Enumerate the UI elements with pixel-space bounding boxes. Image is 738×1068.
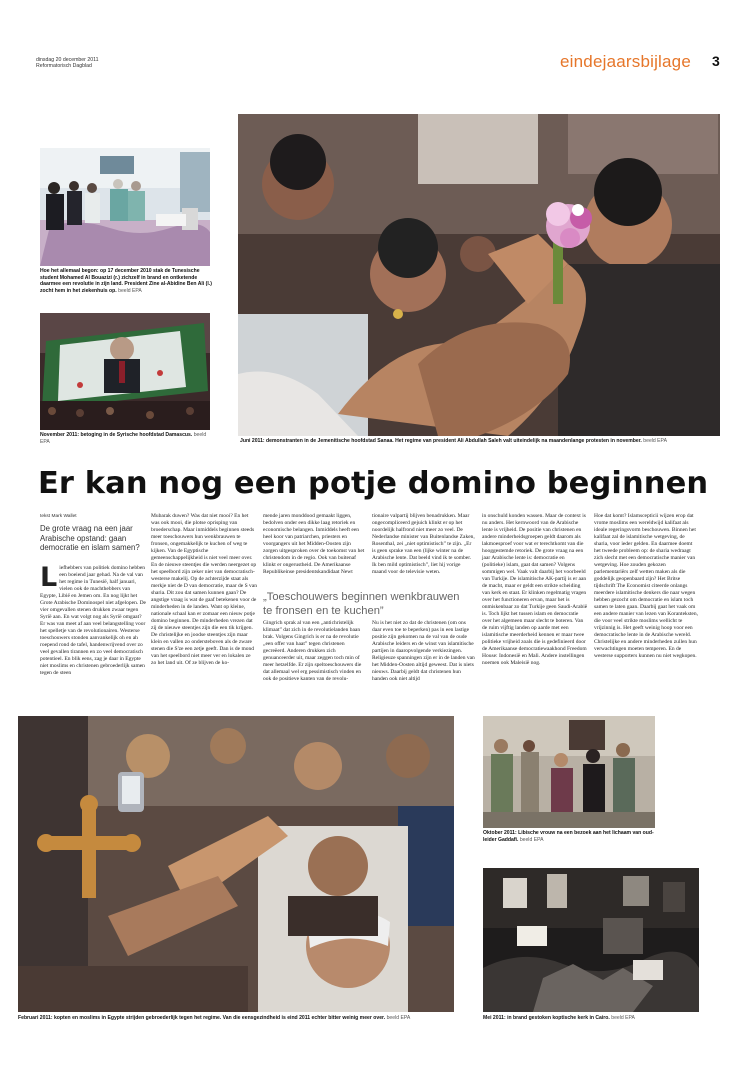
article-column-6: Hoe dat komt? Islamscepticii wijzen erop dat vrome moslims een wereldwijd kalifaat als ideale regeringsvorm beschouwen. Binnen het kalifaat zal de islamitische wetgeving, de sharia, voor ieder gelden. En daarmee doemt het tweede probleem op: de sharia wedraagt zich slecht met een democratische manier van wetgeving. Hoe zouden gekozen parlementariërs zelf wetten maken als die goddelijk geopenbaard zijn? Het Britse tijdschrift The Economist citeerde onlangs meerdere islamitische denkers die naar wegen hebben gezocht om democratie en islam toch samen te laten gaan. Daarbij gaat het vaak om een andere manier van lezen van Koranteksten, die voor veel strikte moslims wellicht te vrijzinnig is. Het geeft weinig hoop voor een democratische lente in de Arabische wereld. Christelijke en andere minderheden zullen hun verwachtingen moeten temperen. En de westerse supporters kunnen nu niet wegkopen. (594, 513, 698, 659)
issue-date: dinsdag 20 december 2011 Reformatorisch Dagblad (36, 57, 99, 70)
caption-hospital: Hoe het allemaal begon: op 17 december 2010 stak de Tunesische student Mohamed Al Bouazizi (r.) zichzelf in brand en ontketende daarmee een revolutie in zijn land. President Zine al-Abidine Ben Ali (l.) zocht hem in het ziekenhuis op. beeld EPA (40, 268, 212, 294)
photo-church (483, 868, 699, 1012)
dropcap: L (40, 562, 58, 593)
photo-hospital (40, 148, 210, 266)
pull-quote: „Toeschouwers beginnen wenkbrauwen te fronsen en te kuchen” (263, 591, 460, 617)
caption-libya: Oktober 2011: Libische vrouw na een bezoek aan het lichaam van oud-leider Gaddafi. beeld EPA (483, 830, 654, 843)
article-column-2: Mubarak duwen? Was dat niet mooi? En het was ook mooi, die plotse oprisping van broederschap. Maar inmiddels beginnen steeds meer toeschouwers hun wenkbrauwen te fronsen, ongemakkelijk te kuchen of weg te kijken. Van de Egyptische gemeenschappelijkheid is niet veel meer over. En de nieuwe steentjes die werden neergezet op het speelbord zijn zeker niet van democratisch-westerse makelij. Op de achterzijde staat als merkje niet de D van democratie, maar de S van sharia. Dit zou dat samen kunnen gaan? De angstige vraag is wat de gaaf betekenen voor de minderheden in de landen. Want op kleine, nationale schaal kan er zomaar een nieuw potje domino beginnen. De minderheden vrezen dat zij de nieuwe steentjes zijn die een tik krijgen. De christelijke en joodse steentjes zijn maar klein en vallen zo ondersteboven als de zware stenen die S'ze een zetje geeft. Dan is de mond van het speelbord niet meer ver en lokalen ze zo het land uit. Of ze blijven de ko- (151, 513, 257, 666)
article-column-1: Liefhebbers van politiek domino hebben een boeiend jaar gehad. Na de val van het regime in Tunesië, half januari, vielen ook de machthebbers van Egypte, Libië en Jemen om. En nog lijkt het Grote Arabische Dominospel niet afgelopen. De vier omgevallen stenen drukken zwaar tegen Syrië aan. En wat volgt nog als Syrië omgaat? Er was van meet af aan veel belangstelling voor het spelletje van de revolutionairen. Westerse toeschouwers stonden aanvankelijk oh en ah roepend rond de tafel, handenwrijvend over zo veel gevallen tirannen en zo veel democratisch potentieel. En blik eens, zag je daar in Egypte niet moslims en christenen gebroederlijk samen tegen de steen (40, 562, 146, 676)
article-column-3b: Gingrich sprak al van een „antichristelijk klimaat” dat zich in de revolutielanden baan brak. Volgens Gingrich is er na de revolutie „een offer van haat” tegen christenen gecreëerd. Anderen drukken zich genuanceerder uit, maar zeggen toch min of meer hetzelfde. Er zijn speltoeschouwers die dat allemaal wel erg pessimistisch vinden en ook de positieve kanten van de revolu- (263, 620, 362, 682)
photo-egypt (18, 716, 454, 1012)
caption-syria: November 2011: betoging in de Syrische hoofdstad Damascus. beeld EPA (40, 432, 207, 445)
section-title: eindejaarsbijlage (560, 52, 691, 71)
photo-yemen (238, 114, 720, 436)
caption-egypt: Februari 2011: kopten en moslims in Egypte strijden gebroederlijk tegen het regime. Van die eensgezindheid is eind 2011 echter bitter weinig meer over. beeld EPA (18, 1015, 411, 1021)
caption-church: Mei 2011: in brand gestoken koptische kerk in Cairo. beeld EPA (483, 1015, 635, 1021)
article-column-3a: mende jaren monddood gemaakt liggen, bedolven onder een dikke laag retoriek en economische belangen. Inmiddels heeft een heel koor van patriarchen, priesters en voorgangers uit het Midden-Oosten zijn zorgen uitgesproken over de toekomst van het christendom in de regio. Ook van buitenaf klinkt er ongerustheid. De Amerikaanse Republikeinse presidentskandidaat Newt (263, 513, 365, 575)
article-column-4a: tionaire valpartij blijven benadrukken. Maar ongecompliceerd gejuich klinkt er op het noordelijk halfrond niet meer zo veel. De Nederlandse minister van Buitenlandse Zaken, Rosenthal, zei „niet optimistisch” te zijn. „Er is geen sprake van een (lijke winter na de Arabische lente. Dat beeld vind ik te somber. Ik ben mild optimistisch”, liet hij vorige maand voor de televisie weten. (372, 513, 475, 575)
photo-syria (40, 313, 210, 430)
article-column-4b: Nu is het niet zo dat de christenen (om ons daar even toe te beperken) pas in een lastige positie zijn gekomen na de val van de oude Arabische leiders en de winst van islamitische partijen in daaropvolgende verkiezingen. Religieuze spanningen zijn er in de landen van het Midden-Oosten altijd geweest. Dat is niets nieuws. Daarbij geldt dat christenen hun handen ook niet altijd (372, 620, 475, 682)
intro-text: De grote vraag na een jaar Arabische opstand: gaan democratie en islam samen? (40, 524, 140, 552)
article-column-5: in onschuld konden wassen. Maar de context is nu anders. Het kernwoord van de Arabische lente is vrijheid. De positie van christenen en andere minderheidsgroepen geldt daarom als lakmoesproef voor wat er terechtkomt van die hooggestemde retoriek. De grote vraag na een jaar Arabische lente is: democratie en (politieke) islam, gaat dat samen? Volgens sommigen wel. Vaak valt daarbij het voorbeeld van Turkije. De islamitische AK-partij is er aan de macht, maar er geldt een strikte scheiding van kerk en staat. Er klinken regelmatig vragen over het functioneren ervan, maar het is onmiskenbaar zo dat Turkije geen Saudi-Arabië is. Toch lijkt het tussen islam en democratie over het algemeen maar slecht te boteren. Van de ruim vijftig landen op aarde met een islamitische meerderheid kennen er maar twee politieke vrijheid zoals die is gedefinieerd door de Amerikaanse democratiewaakhond Freedom House: Indonesië en Mali. Andere instellingen noemen ook Maleisië nog. (482, 513, 588, 666)
article-headline: Er kan nog een potje domino beginnen (38, 466, 709, 501)
caption-yemen: Juni 2011: demonstranten in de Jemenitische hoofdstad Sanaa. Het regime van president Ali Abdullah Saleh valt uiteindelijk na maandenlange protesten in november. beeld EPA (240, 438, 667, 444)
photo-libya (483, 716, 655, 828)
page-number: 3 (712, 53, 720, 69)
byline: tekst Mark Wallet (40, 514, 77, 519)
